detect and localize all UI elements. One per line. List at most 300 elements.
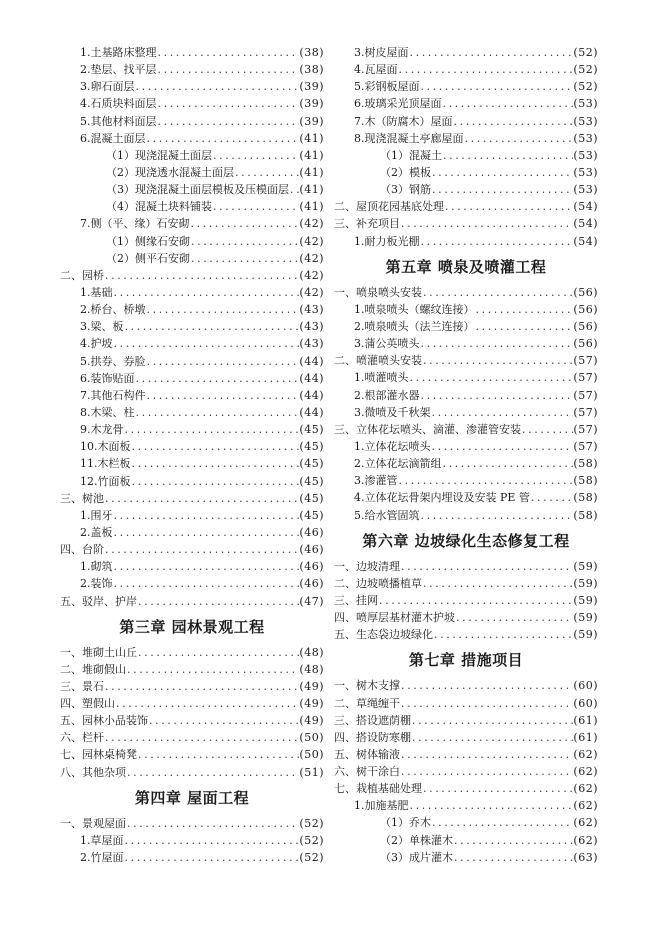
toc-page-number: (63) [573, 850, 598, 864]
dot-leader [124, 421, 300, 438]
dot-leader [433, 626, 573, 643]
toc-entry [334, 489, 598, 506]
toc-entry-title: 八、其他杂项 [60, 765, 126, 779]
toc-entry [334, 95, 598, 112]
toc-entry-title: 2.装饰 [80, 577, 113, 591]
toc-page-number: (60) [573, 696, 598, 710]
toc-entry [60, 335, 324, 352]
toc-entry-title: 12.竹面板 [80, 474, 131, 488]
toc-page-number: (58) [573, 457, 598, 471]
toc-entry [334, 369, 598, 386]
toc-entry-title: 二、园桥 [60, 268, 104, 282]
toc-entry [60, 815, 324, 832]
toc-page-number: (41) [299, 183, 324, 197]
toc-page-number: (51) [299, 765, 324, 779]
toc-page-number: (46) [299, 525, 324, 539]
toc-entry-title: （1）混凝土 [380, 148, 442, 162]
toc-page-number: (46) [299, 560, 324, 574]
dot-leader [400, 695, 573, 712]
toc-entry [60, 61, 324, 78]
toc-entry-title: （2）模板 [380, 165, 431, 179]
dot-leader [422, 352, 573, 369]
dot-leader [190, 215, 300, 232]
toc-page-number: (52) [299, 833, 324, 847]
dot-leader [420, 78, 574, 95]
dot-leader [453, 113, 574, 130]
dot-leader [137, 593, 299, 610]
toc-page-number: (56) [573, 319, 598, 333]
dot-leader [530, 489, 573, 506]
dot-leader [126, 764, 299, 781]
toc-page-number: (58) [573, 491, 598, 505]
toc-entry [60, 764, 324, 781]
chapter-heading: 第三章 园林景观工程 [119, 617, 265, 636]
dot-leader [400, 558, 573, 575]
toc-entry-title: 2.立体花坛滴箭组 [354, 457, 442, 471]
toc-entry-title: 三、树池 [60, 491, 104, 505]
toc-entry-title: （2）侧平石安砌 [106, 251, 190, 265]
toc-entry-title: 一、景观屋面 [60, 816, 126, 830]
toc-entry-title: 六、栏杆 [60, 731, 104, 745]
dot-leader [420, 335, 574, 352]
dot-leader [124, 832, 300, 849]
toc-entry [60, 661, 324, 678]
toc-entry [334, 164, 598, 181]
toc-entry [60, 181, 324, 198]
toc-entry-title: 2.竹屋面 [80, 851, 124, 865]
toc-entry-title: 三、景石 [60, 679, 104, 693]
dot-leader [131, 473, 300, 490]
toc-entry-title: 2.根部灌水器 [354, 388, 420, 402]
toc-entry-title: 4.立体花坛骨架内埋设及安装 PE 管 [354, 491, 530, 505]
dot-leader [431, 438, 574, 455]
toc-entry-title: （2）现浇透水混凝土面层 [106, 165, 234, 179]
toc-page-number: (44) [299, 371, 324, 385]
toc-page-number: (58) [573, 474, 598, 488]
toc-page-number: (42) [299, 251, 324, 265]
toc-page-number: (57) [573, 405, 598, 419]
dot-leader [131, 455, 300, 472]
dot-leader [409, 369, 574, 386]
dot-leader [431, 814, 573, 831]
dot-leader [148, 712, 299, 729]
toc-page-number: (53) [573, 183, 598, 197]
dot-leader [113, 558, 300, 575]
toc-page-number: (53) [573, 114, 598, 128]
dot-leader [124, 318, 300, 335]
dot-leader [475, 318, 574, 335]
dot-leader [137, 746, 299, 763]
dot-leader [157, 44, 300, 61]
toc-entry [334, 44, 598, 61]
dot-leader [146, 353, 300, 370]
toc-entry [334, 695, 598, 712]
toc-entry [60, 318, 324, 335]
dot-leader [126, 815, 299, 832]
toc-entry [60, 558, 324, 575]
toc-page-number: (62) [573, 747, 598, 761]
toc-page-number: (62) [573, 816, 598, 830]
toc-page-number: (41) [299, 131, 324, 145]
toc-entry [334, 438, 598, 455]
toc-entry-title: 一、树木支撑 [334, 679, 400, 693]
toc-entry-title: 1.基础 [80, 285, 113, 299]
toc-entry [60, 695, 324, 712]
toc-page-number: (50) [299, 748, 324, 762]
toc-page-number: (41) [299, 200, 324, 214]
toc-entry [334, 61, 598, 78]
toc-entry [334, 198, 598, 215]
toc-entry-title: 6.装饰贴面 [80, 371, 135, 385]
toc-page-number: (43) [299, 303, 324, 317]
toc-entry [60, 95, 324, 112]
toc-entry-title: 5.给水管固筑 [354, 508, 420, 522]
dot-leader [521, 421, 573, 438]
toc-page-number: (56) [573, 337, 598, 351]
toc-page-number: (45) [299, 474, 324, 488]
toc-entry-title: 7.侧（平、缘）石安砌 [80, 217, 190, 231]
toc-entry [60, 353, 324, 370]
toc-page-number: (48) [299, 662, 324, 676]
dot-leader [409, 44, 574, 61]
toc-entry-title: 二、喷灌喷头安装 [334, 354, 422, 368]
toc-entry [60, 284, 324, 301]
dot-leader [113, 575, 300, 592]
toc-entry [60, 404, 324, 421]
dot-leader [113, 507, 300, 524]
toc-page-number: (53) [573, 165, 598, 179]
toc-page-number: (45) [299, 440, 324, 454]
toc-entry-title: 9.木龙骨 [80, 423, 124, 437]
toc-entry-title: 11.木栏板 [80, 457, 131, 471]
toc-entry-title: 1.围牙 [80, 508, 113, 522]
toc-entry [60, 712, 324, 729]
toc-page-number: (60) [573, 679, 598, 693]
dot-leader [409, 797, 574, 814]
toc-entry-title: 3.蒲公英喷头 [354, 337, 420, 351]
toc-entry-title: 七、园林桌椅凳 [60, 748, 137, 762]
toc-page-number: (62) [573, 799, 598, 813]
toc-page-number: (39) [299, 97, 324, 111]
toc-entry-title: 四、塑假山 [60, 697, 115, 711]
toc-entry [334, 507, 598, 524]
toc-entry [60, 746, 324, 763]
toc-entry [60, 849, 324, 866]
toc-entry [60, 267, 324, 284]
toc-entry [334, 352, 598, 369]
dot-leader [146, 387, 300, 404]
toc-entry-title: 1.立体花坛喷头 [354, 439, 431, 453]
dot-leader [212, 147, 299, 164]
toc-entry [60, 370, 324, 387]
toc-entry [334, 130, 598, 147]
toc-entry [334, 147, 598, 164]
toc-entry [334, 712, 598, 729]
toc-page-number: (45) [299, 491, 324, 505]
toc-entry [60, 387, 324, 404]
toc-page-number: (44) [299, 354, 324, 368]
toc-entry-title: 2.喷泉喷头（法兰连接） [354, 319, 475, 333]
toc-page-number: (58) [573, 508, 598, 522]
toc-entry-title: 七、栽植基础处理 [334, 782, 422, 796]
toc-page-number: (45) [299, 457, 324, 471]
toc-page-number: (41) [299, 148, 324, 162]
toc-entry [334, 335, 598, 352]
toc-page-number: (54) [573, 234, 598, 248]
toc-page-number: (46) [299, 577, 324, 591]
dot-leader [400, 763, 573, 780]
toc-entry-title: 7.其他石构件 [80, 388, 146, 402]
dot-leader [131, 438, 300, 455]
dot-leader [104, 541, 299, 558]
chapter-heading: 第四章 屋面工程 [134, 788, 250, 807]
toc-entry-title: 一、喷泉喷头安装 [334, 285, 422, 299]
toc-entry [60, 678, 324, 695]
toc-page-number: (59) [573, 628, 598, 642]
toc-page-number: (41) [299, 165, 324, 179]
toc-entry-title: （1）侧缘石安砌 [106, 234, 190, 248]
toc-entry [334, 626, 598, 643]
toc-entry-title: （4）混凝土块料铺装 [106, 200, 212, 214]
toc-page-number: (54) [573, 217, 598, 231]
toc-page-number: (39) [299, 114, 324, 128]
toc-entry [334, 233, 598, 250]
dot-leader [190, 250, 299, 267]
toc-entry-title: 二、堆砌假山 [60, 662, 126, 676]
toc-entry [60, 301, 324, 318]
dot-leader [378, 592, 573, 609]
toc-entry-title: 一、堆砌土山丘 [60, 645, 137, 659]
dot-leader [420, 507, 574, 524]
toc-entry-title: 3.梁、板 [80, 320, 124, 334]
dot-leader [453, 849, 573, 866]
toc-entry [60, 44, 324, 61]
toc-entry-title: 五、树体输液 [334, 747, 400, 761]
toc-entry [60, 593, 324, 610]
toc-entry [334, 318, 598, 335]
toc-entry [334, 387, 598, 404]
toc-entry-title: 二、草绳缠干 [334, 696, 400, 710]
dot-leader [420, 233, 574, 250]
toc-page-number: (62) [573, 782, 598, 796]
toc-entry-title: （3）现浇混凝土面层模板及压模面层 [106, 183, 289, 197]
dot-leader [104, 490, 299, 507]
toc-entry [60, 130, 324, 147]
chapter-heading: 第七章 措施项目 [408, 651, 524, 670]
toc-entry [334, 677, 598, 694]
toc-entry-title: 三、挂网 [334, 593, 378, 607]
toc-entry-title: 一、边坡清理 [334, 559, 400, 573]
toc-page-number: (39) [299, 80, 324, 94]
toc-page-number: (61) [573, 730, 598, 744]
toc-page-number: (62) [573, 833, 598, 847]
toc-entry [334, 472, 598, 489]
dot-leader [400, 746, 573, 763]
toc-left-column [60, 44, 324, 866]
dot-leader [146, 130, 300, 147]
toc-page-number: (56) [573, 285, 598, 299]
toc-page-number: (52) [573, 80, 598, 94]
toc-page-number: (49) [299, 679, 324, 693]
dot-leader [422, 780, 573, 797]
toc-page-number: (48) [299, 645, 324, 659]
toc-entry [334, 215, 598, 232]
toc-page-number: (50) [299, 731, 324, 745]
toc-entry-title: 2.桥台、桥墩 [80, 303, 146, 317]
toc-entry-title: 8.现浇混凝土亭廊屋面 [354, 131, 464, 145]
toc-entry [60, 524, 324, 541]
toc-page-number: (53) [573, 131, 598, 145]
toc-entry-title: 6.混凝土面层 [80, 131, 146, 145]
dot-leader [464, 130, 574, 147]
toc-entry-title: 1.耐力板光棚 [354, 234, 420, 248]
toc-entry-title: （3）成片灌木 [380, 850, 453, 864]
dot-leader [411, 712, 573, 729]
dot-leader [442, 147, 573, 164]
toc-page-number: (49) [299, 714, 324, 728]
toc-entry [60, 455, 324, 472]
toc-page-number: (43) [299, 337, 324, 351]
toc-page-number: (47) [299, 594, 324, 608]
toc-entry-title: 三、立体花坛喷头、滴灌、渗灌管安装 [334, 422, 521, 436]
dot-leader [442, 95, 574, 112]
toc-page-number: (57) [573, 388, 598, 402]
toc-entry [334, 558, 598, 575]
toc-entry [60, 147, 324, 164]
toc-entry [60, 78, 324, 95]
toc-page-number: (57) [573, 439, 598, 453]
chapter-heading: 第五章 喷泉及喷灌工程 [385, 257, 547, 276]
toc-page-number: (61) [573, 713, 598, 727]
toc-entry-title: 三、补充项目 [334, 217, 400, 231]
toc-entry [334, 763, 598, 780]
toc-entry-title: 4.石质块料面层 [80, 97, 157, 111]
toc-page-number: (42) [299, 217, 324, 231]
toc-page-number: (42) [299, 285, 324, 299]
toc-entry [60, 421, 324, 438]
toc-page-number: (52) [573, 63, 598, 77]
toc-entry [60, 490, 324, 507]
toc-entry-title: 三、搭设遮荫棚 [334, 713, 411, 727]
toc-entry-title: 4.瓦屋面 [354, 63, 398, 77]
toc-page-number: (52) [573, 46, 598, 59]
toc-page-number: (53) [573, 97, 598, 111]
toc-entry [334, 849, 598, 866]
toc-entry [334, 421, 598, 438]
toc-entry [334, 284, 598, 301]
toc-page-number: (57) [573, 371, 598, 385]
dot-leader [115, 695, 299, 712]
toc-entry-title: 4.护坡 [80, 337, 113, 351]
toc-entry-title: （2）单株灌木 [380, 833, 453, 847]
toc-entry-title: 五、园林小品装饰 [60, 714, 148, 728]
toc-entry [334, 301, 598, 318]
dot-leader [124, 849, 300, 866]
dot-leader [113, 524, 300, 541]
toc-entry-title: （1）乔木 [380, 816, 431, 830]
toc-page-number: (44) [299, 405, 324, 419]
dot-leader [157, 61, 300, 78]
toc-entry [60, 113, 324, 130]
dot-leader [455, 609, 573, 626]
dot-leader [212, 198, 299, 215]
toc-entry [334, 575, 598, 592]
toc-entry-title: 1.加施基肥 [354, 799, 409, 813]
toc-entry [60, 473, 324, 490]
dot-leader [442, 455, 574, 472]
toc-entry [334, 113, 598, 130]
toc-page-number: (59) [573, 593, 598, 607]
toc-entry-title: 1.喷泉喷头（螺纹连接） [354, 302, 475, 316]
toc-entry [334, 797, 598, 814]
toc-entry [60, 215, 324, 232]
dot-leader [398, 472, 574, 489]
toc-entry-title: 6.玻璃采光顶屋面 [354, 97, 442, 111]
dot-leader [113, 284, 300, 301]
toc-entry-title: 五、生态袋边坡绿化 [334, 628, 433, 642]
dot-leader [398, 61, 574, 78]
toc-page-number: (57) [573, 422, 598, 436]
toc-entry-title: 5.其他材料面层 [80, 114, 157, 128]
toc-entry [334, 78, 598, 95]
toc-page-number: (59) [573, 559, 598, 573]
toc-entry [60, 832, 324, 849]
toc-entry-title: 5.拱券、券脸 [80, 354, 146, 368]
dot-leader [234, 164, 299, 181]
toc-entry [334, 455, 598, 472]
toc-entry-title: 3.渗灌管 [354, 474, 398, 488]
toc-entry [334, 609, 598, 626]
toc-entry-title: 2.盖板 [80, 525, 113, 539]
toc-entry-title: 1.砌筑 [80, 560, 113, 574]
toc-entry-title: 7.木（防腐木）屋面 [354, 114, 453, 128]
dot-leader [431, 404, 574, 421]
toc-page-number: (53) [573, 148, 598, 162]
toc-entry [60, 507, 324, 524]
toc-page-number: (57) [573, 354, 598, 368]
dot-leader [113, 335, 300, 352]
toc-page-number: (38) [299, 63, 324, 77]
dot-leader [420, 387, 574, 404]
dot-leader [190, 233, 299, 250]
toc-page-number: (45) [299, 423, 324, 437]
toc-entry-title: 3.卵石面层 [80, 80, 135, 94]
dot-leader [444, 198, 573, 215]
dot-leader [135, 370, 300, 387]
toc-entry-title: 1.草屋面 [80, 833, 124, 847]
toc-entry-title: 二、边坡喷播植草 [334, 576, 422, 590]
toc-page-number: (59) [573, 576, 598, 590]
dot-leader [146, 301, 300, 318]
toc-entry-title: （1）现浇混凝土面层 [106, 148, 212, 162]
toc-entry [334, 832, 598, 849]
dot-leader [104, 267, 299, 284]
toc-entry-title: 四、搭设防寒棚 [334, 730, 411, 744]
toc-page-number: (42) [299, 234, 324, 248]
dot-leader [453, 832, 573, 849]
toc-page-number: (52) [299, 816, 324, 830]
toc-entry-title: 五、驳岸、护岸 [60, 594, 137, 608]
dot-leader [411, 729, 573, 746]
toc-page-number: (49) [299, 697, 324, 711]
toc-entry [334, 592, 598, 609]
toc-page-number: (44) [299, 388, 324, 402]
dot-leader [422, 575, 573, 592]
toc-entry [60, 233, 324, 250]
toc-entry-title: 四、喷厚层基材灌木护坡 [334, 611, 455, 625]
dot-leader [400, 677, 573, 694]
dot-leader [400, 215, 573, 232]
